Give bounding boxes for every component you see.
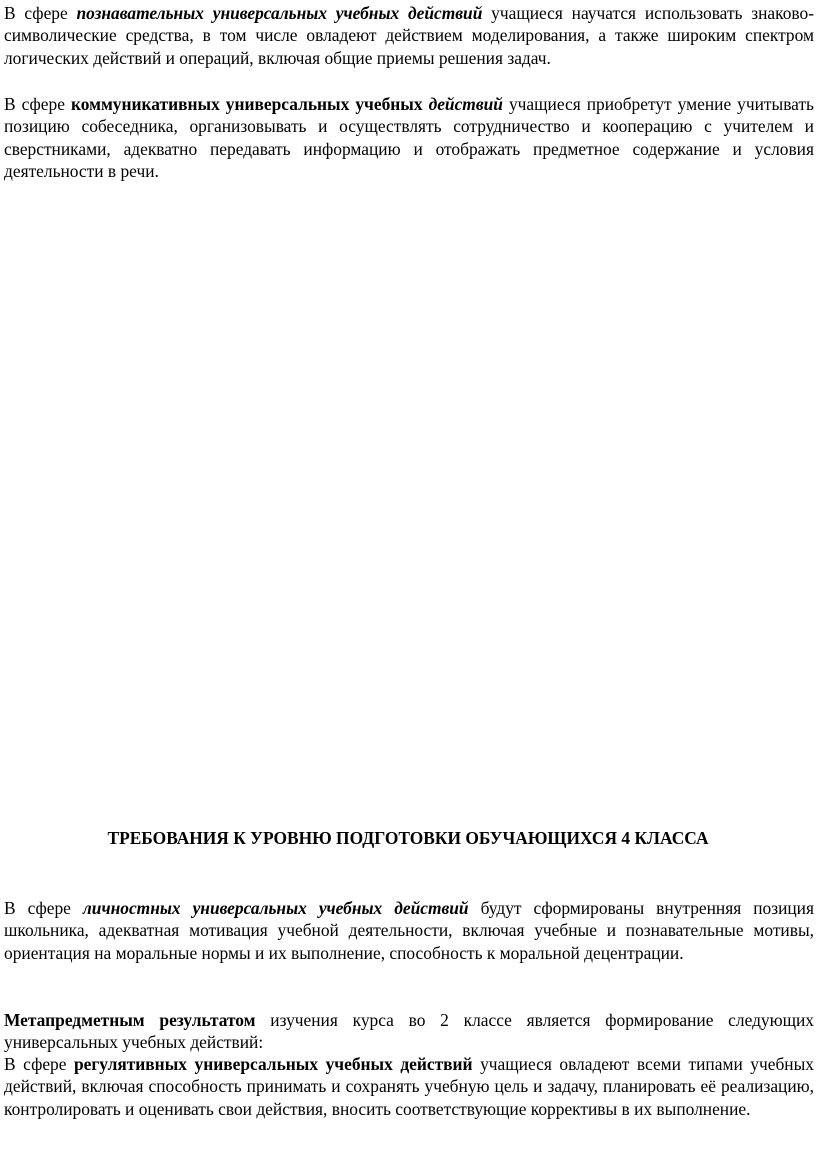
term-regulative-actions: регулятивных универсальных учебных действий — [74, 1054, 473, 1074]
paragraph-body: изучения курса во 2 классе является формирование следующих универсальных учебных действий: — [4, 1010, 814, 1053]
paragraph-body: учащиеся приобретут умение учитывать позицию собеседника, организовывать и осуществлять сотрудничество и кооперацию с учителем и сверстниками, адекватно передавать информацию и отображать предметное содержание и условия деятельности в речи. — [4, 94, 814, 181]
paragraph-prefix: В сфере — [4, 1054, 75, 1074]
paragraph-metasubject-result — [4, 1009, 814, 1054]
term-metasubject-result: Метапредметным результатом — [4, 1010, 256, 1030]
paragraph-prefix: В сфере — [4, 94, 71, 114]
term-cognitive-actions: познавательных универсальных учебных действий — [76, 3, 483, 23]
term-communicative-actions-italic: действий — [428, 94, 503, 114]
paragraph-communicative-actions — [4, 93, 814, 182]
term-communicative-actions: коммуникативных универсальных учебных — [70, 94, 429, 114]
paragraph-regulative-actions — [4, 1053, 814, 1120]
section-heading: ТРЕБОВАНИЯ К УРОВНЮ ПОДГОТОВКИ ОБУЧАЮЩИХСЯ 4 КЛАССА — [107, 828, 709, 848]
paragraph-body: учащиеся научатся использовать знаково-символические средства, в том числе овладеют действием моделирования, а также широким спектром логических действий и операций, включая общие приемы решения задач. — [4, 3, 814, 68]
paragraph-prefix: В сфере — [4, 898, 83, 918]
paragraph-cognitive-actions — [4, 2, 814, 69]
paragraph-prefix: В сфере — [4, 3, 77, 23]
paragraph-body: будут сформированы внутренняя позиция школьника, адекватная мотивация учебной деятельности, включая учебные и познавательные мотивы, ориентация на моральные нормы и их выполнение, способность к моральной децентрации. — [4, 898, 814, 963]
term-personal-actions: личностных универсальных учебных действий — [82, 898, 469, 918]
paragraph-body: учащиеся овладеют всеми типами учебных действий, включая способность принимать и сохранять учебную цель и задачу, планировать её реализацию, контролировать и оценивать свои действия, вносить соответствующие коррективы в их выполнение. — [4, 1054, 814, 1119]
paragraph-personal-actions — [4, 897, 814, 964]
